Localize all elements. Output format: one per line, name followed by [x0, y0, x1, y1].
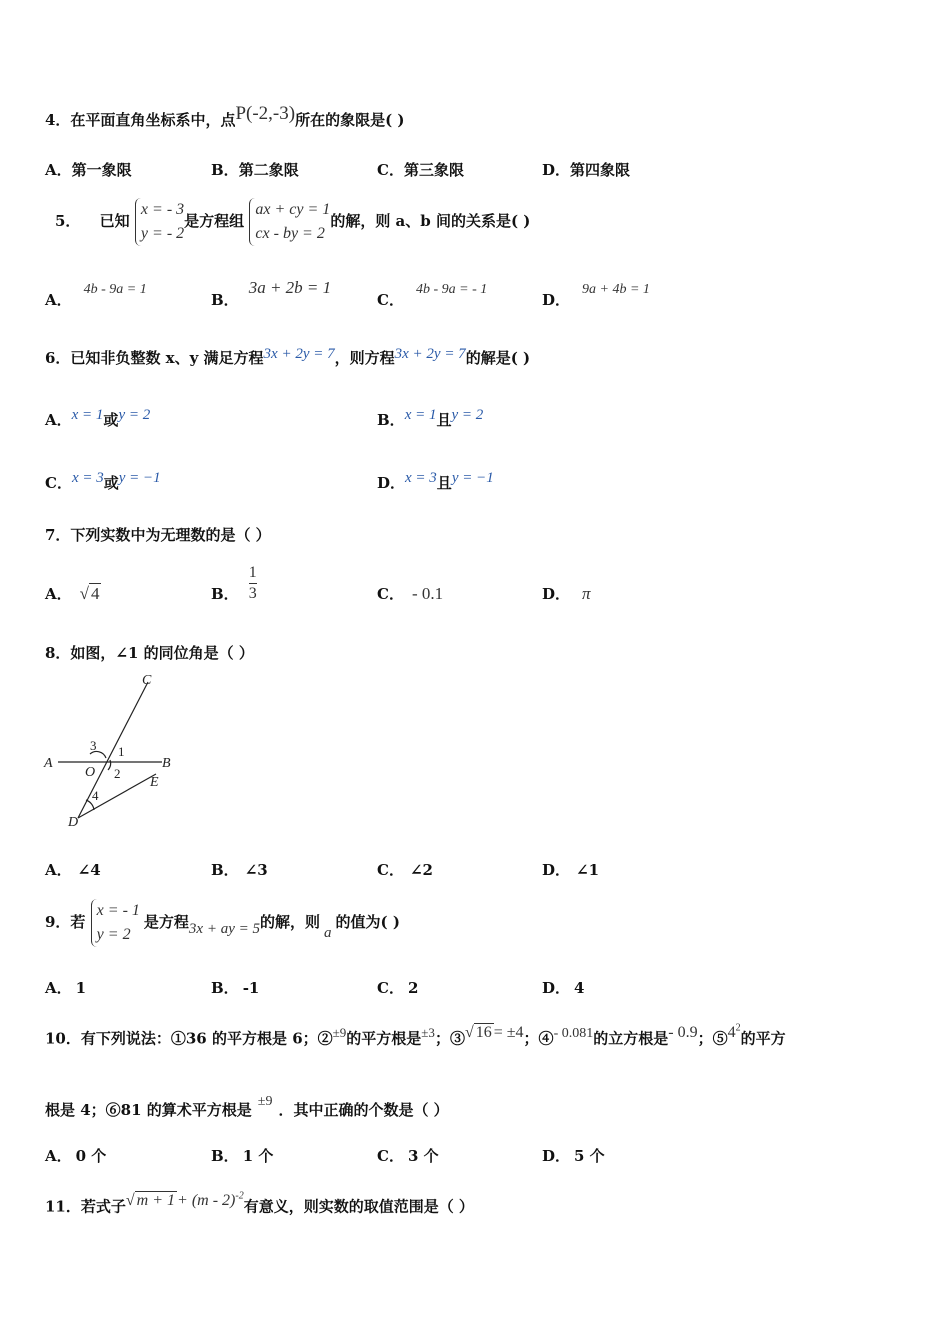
question-9	[45, 895, 400, 950]
q10-math-sqrt16: √ 16 = ±4	[464, 1024, 524, 1042]
q10-math-pm3: ±3	[421, 1025, 435, 1041]
question-10-line-1: 10．有下列说法：①36 的平方根是 6；②±9的平方根是±3；③√ 16 = ±4；④- 0.081的立方根是- 0.9；$⑤4^2$的平方	[45, 1023, 786, 1048]
q8-option-d[interactable]: D． ∠1	[542, 861, 600, 879]
label-angle-4: 4	[92, 788, 99, 803]
q5-option-d[interactable]: D．9a + 4b = 1	[542, 282, 650, 309]
q8-figure	[40, 670, 190, 835]
q6-stem-a: 6．已知非负整数 x、y 满足方程	[45, 349, 264, 367]
q6-option-a[interactable]: A．x = 1或y = 2	[45, 407, 151, 429]
q4-point: P(-2,-3)	[235, 103, 296, 124]
q6-option-d[interactable]: D．x = 3且y = −1	[377, 470, 494, 492]
label-b: B	[162, 756, 171, 771]
q4-stem-b: 所在的象限是( )	[295, 111, 405, 129]
q6-option-c[interactable]: C．x = 3或y = −1	[45, 470, 161, 492]
label-e: E	[150, 775, 159, 790]
q4-stem-a: 4．在平面直角坐标系中，点	[45, 111, 236, 129]
label-d: D	[68, 815, 79, 830]
question-4	[45, 103, 405, 130]
q9-stem-a: 9．若	[45, 913, 86, 931]
q7-option-b[interactable]: B． $\frac{1}{3}$	[211, 563, 257, 603]
q9-stem-b: 是方程	[143, 913, 189, 931]
label-angle-1: 1	[118, 744, 125, 759]
label-c: C	[142, 673, 152, 688]
q7-option-a[interactable]: A． √ 4	[45, 584, 100, 603]
label-angle-3: 3	[90, 738, 97, 753]
q6-option-b[interactable]: B．x = 1且y = 2	[377, 407, 484, 429]
q10-math-4sq: $4^2$	[727, 1023, 741, 1042]
q5-option-b[interactable]: B．3a + 2b = 1	[211, 278, 332, 309]
q8-option-c[interactable]: C． ∠2	[377, 861, 433, 879]
q7-option-c[interactable]: C． - 0.1	[377, 584, 444, 603]
label-o: O	[85, 765, 96, 780]
q10-option-b[interactable]: B． 1 个	[211, 1147, 274, 1165]
q6-stem-b: ，则方程	[334, 349, 395, 367]
q4-option-d[interactable]: D．第四象限	[542, 161, 631, 179]
q5-number: 5．	[55, 212, 81, 230]
q10-math-pm9-b: ±9	[257, 1094, 273, 1109]
q4-option-a[interactable]: A．第一象限	[45, 161, 132, 179]
question-6	[45, 348, 530, 369]
q9-option-d[interactable]: D． 4	[542, 979, 585, 997]
q9-option-b[interactable]: B． -1	[211, 979, 260, 997]
q5-stem-a: 已知	[99, 212, 130, 230]
q5-option-a[interactable]: A．4b - 9a = 1	[45, 282, 147, 309]
q9-option-a[interactable]: A． 1	[45, 979, 87, 997]
q8-option-a[interactable]: A． ∠4	[45, 861, 101, 879]
label-a: A	[44, 756, 53, 771]
q9-stem-d: 的值为( )	[335, 913, 400, 931]
q6-stem-c: 的解是( )	[465, 349, 531, 367]
q9-stem-c: 的解，则	[259, 913, 320, 931]
q8-option-b[interactable]: B． ∠3	[211, 861, 268, 879]
q9-equation: 3x + ay = 5	[188, 921, 260, 937]
question-10-line-2: 根是 4；⑥81 的算术平方根是 ±9 ．其中正确的个数是（ ）	[45, 1094, 449, 1119]
q6-equation-2: 3x + 2y = 7	[394, 346, 466, 362]
q5-stem-b: 是方程组	[184, 212, 245, 230]
q10-math-pm9: ±9	[332, 1025, 347, 1041]
q9-variable: a	[324, 925, 332, 941]
q10-option-c[interactable]: C． 3 个	[377, 1147, 439, 1165]
question-5	[55, 194, 530, 248]
q11-expression: √ m + 1 + (m - 2)$^{-2}$	[125, 1191, 244, 1210]
q5-system-2: ax + cy = 1 cx - by = 2	[249, 198, 330, 246]
q4-option-c[interactable]: C．第三象限	[377, 161, 464, 179]
q4-option-b[interactable]: B．第二象限	[211, 161, 299, 179]
q5-stem-c: 的解，则 a、b 间的关系是( )	[330, 212, 531, 230]
question-8: 8．如图，∠1 的同位角是（ ）	[45, 644, 254, 662]
label-angle-2: 2	[114, 766, 121, 781]
q10-math-neg0081: - 0.081	[553, 1026, 594, 1042]
question-7: 7．下列实数中为无理数的是（ ）	[45, 526, 271, 544]
q10-option-a[interactable]: A． 0 个	[45, 1147, 107, 1165]
q10-math-neg09: - 0.9	[668, 1024, 698, 1042]
question-11: 11．若式子√ m + 1 + (m - 2)$^{-2}$有意义，则实数的取值范围是（ ）	[45, 1191, 474, 1216]
q10-option-d[interactable]: D． 5 个	[542, 1147, 605, 1165]
q5-system-1: x = - 3 y = - 2	[135, 198, 184, 246]
q6-equation-1: 3x + 2y = 7	[263, 346, 335, 362]
q7-option-d[interactable]: D． π	[542, 584, 591, 603]
q5-option-c[interactable]: C．4b - 9a = - 1	[377, 282, 488, 309]
q9-option-c[interactable]: C． 2	[377, 979, 419, 997]
q9-system: x = - 1 y = 2	[91, 899, 140, 947]
